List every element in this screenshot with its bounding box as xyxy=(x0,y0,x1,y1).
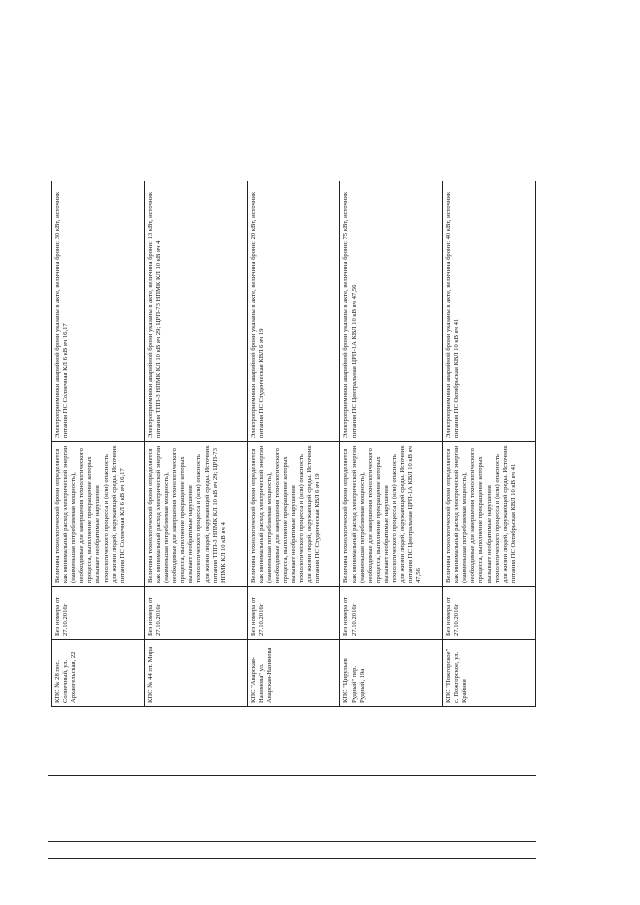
horizontal-rule-middle xyxy=(48,841,536,842)
horizontal-rule-bottom xyxy=(48,858,536,859)
horizontal-rule-top xyxy=(48,775,536,776)
technological-reserve-cell: Величина технологической брони определяется как минимальный расход электрической энергии (наименьшая потребляемая мощность), необходимые для завершения технологического процесса, выполнение прекращение которых вызывает необратимые нарушения технологического процесса и (или) опасность для жизни людей, окружающей среды. Источник питания ТПП-3 НПМК КЛ 10 кВ яч 29; ЦРП-73 НПМК КЛ 10 кВ яч 4 xyxy=(144,442,247,587)
emergency-reserve-cell: Электроприемники аварийной брони указаны в акте, величина брони: 13 кВт, источник питания ТПП-3 НПМК КЛ 10 кВ яч 29; ЦРП-73 НПМК КЛ 10 кВ яч 4 xyxy=(144,181,247,442)
table-row xyxy=(247,181,340,707)
document-cell: Без номера от 27.10.2016г xyxy=(340,587,443,640)
rotated-table-wrapper xyxy=(51,181,536,707)
technological-reserve-cell: Величина технологической брони определяется как минимальный расход электрической энергии (наименьшая потребляемая мощность), необходимые для завершения технологического процесса, выполнение прекращение которых вызывает необратимые нарушения технологического процесса и (или) опасность для жизни людей, окружающей среды. Источник питания ПС Студенческая КВЛ 6 яч 19 xyxy=(247,442,340,587)
table-row xyxy=(340,181,443,707)
object-cell: КПС № 44 пт. Мира xyxy=(144,640,247,707)
technological-reserve-cell: Величина технологической брони определяется как минимальный расход электрической энергии (наименьшая потребляемая мощность), необходимые для завершения технологического процесса, выполнение прекращение которых вызывает необратимые нарушения технологического процесса и (или) опасность для жизни людей, окружающей среды. Источник питания ПС Центральная ЦРП-1А КВЛ 10 кВ яч 47,56 xyxy=(340,442,443,587)
rotated-table-area xyxy=(51,181,536,707)
document-cell: Без номера от 27.10.2016г xyxy=(52,587,145,640)
emergency-reserve-cell: Электроприемники аварийной брони указаны в акте, величина брони: 20 кВт, источник питания ПС Студенческая КВЛ 6 яч 19 xyxy=(247,181,340,442)
object-cell: КПС "Цирульев Рудный" пер. Рудный, 19а xyxy=(340,640,443,707)
table-row xyxy=(144,181,247,707)
document-cell: Без номера от 27.10.2016г xyxy=(144,587,247,640)
emergency-reserve-cell: Электроприемники аварийной брони указаны в акте, величина брони: 75 кВт, источник питания ПС Центральная ЦРП-1А КВЛ 10 кВ яч 47,56 xyxy=(340,181,443,442)
reservation-table xyxy=(51,181,536,707)
table-row xyxy=(443,181,536,707)
object-cell: КПС "Пожгорское" с. Пожгорское, ул. Крайняя xyxy=(443,640,536,707)
object-cell: КПС № 28 пос. Солнечный, ул. Архангельская, 22 xyxy=(52,640,145,707)
object-cell: КПС "Аварская-Назимова" ул. Аварская-Назимова xyxy=(247,640,340,707)
emergency-reserve-cell: Электроприемники аварийной брони указаны в акте, величина брони: 30 кВт, источник питания ПС Солнечная КЛ 6 кВ яч 16,17 xyxy=(52,181,145,442)
emergency-reserve-cell: Электроприемники аварийной брони указаны в акте, величина брони: 40 кВт, источник питания ПС Октябрьская КВЛ 10 кВ яч 41 xyxy=(443,181,536,442)
document-cell: Без номера от 27.10.2016г xyxy=(443,587,536,640)
technological-reserve-cell: Величина технологической брони определяется как минимальный расход электрической энергии (наименьшая потребляемая мощность), необходимые для завершения технологического процесса, выполнение прекращение которых вызывает необратимые нарушения технологического процесса и (или) опасность для жизни людей, окружающей среды. Источник питания ПС Октябрьская КВЛ 10 кВ яч 41 xyxy=(443,442,536,587)
technological-reserve-cell: Величина технологической брони определяется как минимальный расход электрической энергии (наименьшая потребляемая мощность), необходимые для завершения технологического процесса, выполнение прекращение которых вызывает необратимые нарушения технологического процесса и (или) опасность для жизни людей, окружающей среды. Источник питания ПС Солнечная КЛ 6 кВ яч 16,17 xyxy=(52,442,145,587)
document-cell: Без номера от 27.10.2016г xyxy=(247,587,340,640)
table-row xyxy=(52,181,145,707)
